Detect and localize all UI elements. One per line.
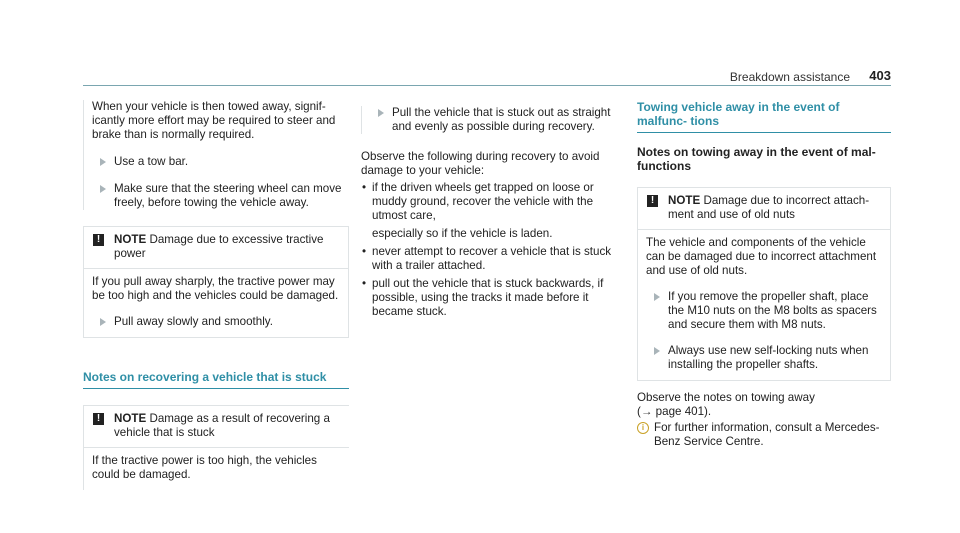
warning-icon: ! <box>93 413 104 425</box>
page-reference-link[interactable]: (→ page 401). <box>637 405 712 418</box>
note-box <box>83 405 349 490</box>
note-label: NOTE <box>114 412 147 425</box>
note-text: If the tractive power is too high, the vehicles could be damaged. <box>92 454 317 481</box>
bullet-list <box>361 181 615 319</box>
note-box <box>83 226 349 338</box>
info-text: For further information, consult a Mercedes- Benz Service Centre. <box>654 421 880 448</box>
intro-block <box>83 100 349 210</box>
warning-icon: ! <box>93 234 104 246</box>
step-text: Always use new self-locking nuts when installing the propeller shafts. <box>668 344 869 371</box>
list-item <box>361 277 615 319</box>
step-arrow-icon <box>378 109 384 117</box>
note-label: NOTE <box>668 194 701 207</box>
step-block <box>361 106 615 134</box>
note-title: Damage due to incorrect attach- ment and use of old nuts <box>668 194 870 221</box>
step-text: Pull the vehicle that is stuck out as straight and evenly as possible during recovery. <box>392 106 611 133</box>
step <box>646 290 882 332</box>
note-body <box>84 269 348 337</box>
observe-text: Observe the following during recovery to avoid damage to your vehicle: <box>361 150 600 177</box>
step <box>92 155 349 169</box>
note-label: NOTE <box>114 233 147 246</box>
step-arrow-icon <box>100 185 106 193</box>
step-text: Pull away slowly and smoothly. <box>114 315 273 328</box>
step-text: If you remove the propeller shaft, place the M10 nuts on the M8 bolts as spacers and secure them with M8 nuts. <box>668 290 877 331</box>
info-icon: i <box>637 422 649 434</box>
page-number: 403 <box>869 68 891 83</box>
header-rule <box>83 85 891 86</box>
intro-text: When your vehicle is then towed away, signif- icantly more effort may be required to steer and brake than is normally required. <box>92 100 336 141</box>
note-text: The vehicle and components of the vehicle can be damaged due to incorrect attachment and use of old nuts. <box>646 236 877 277</box>
section-heading: Notes on recovering a vehicle that is stuck <box>83 370 349 389</box>
step <box>370 106 615 134</box>
list-item-text: pull out the vehicle that is stuck backwards, if possible, using the tracks it made before it became stuck. <box>372 277 604 318</box>
column-2 <box>361 100 615 323</box>
step <box>646 344 882 372</box>
note-box <box>637 187 891 381</box>
list-item-extra: especially so if the vehicle is laden. <box>372 227 553 240</box>
step <box>92 315 340 329</box>
step-arrow-icon <box>654 347 660 355</box>
list-item <box>361 181 615 241</box>
column-3 <box>637 100 891 449</box>
running-header: Breakdown assistance <box>729 70 850 84</box>
step <box>92 182 349 210</box>
step-arrow-icon <box>100 158 106 166</box>
section-heading: Towing vehicle away in the event of malfunc- tions <box>637 100 891 133</box>
note-title: Damage due to excessive tractive power <box>114 233 324 260</box>
list-item-text: if the driven wheels get trapped on loose or muddy ground, recover the vehicle with the utmost care, <box>372 181 594 222</box>
step-arrow-icon <box>100 318 106 326</box>
observe-text: Observe the notes on towing away <box>637 391 815 404</box>
list-item <box>361 245 615 273</box>
step-text: Use a tow bar. <box>114 155 189 168</box>
note-body <box>84 448 349 490</box>
step-arrow-icon <box>654 293 660 301</box>
info-note <box>637 421 891 449</box>
note-header <box>84 406 349 448</box>
note-title: Damage as a result of recovering a vehicle that is stuck <box>114 412 330 439</box>
note-header <box>638 188 890 230</box>
note-header <box>84 227 348 269</box>
column-1 <box>83 100 349 490</box>
note-text: If you pull away sharply, the tractive power may be too high and the vehicles could be damaged. <box>92 275 339 302</box>
list-item-text: never attempt to recover a vehicle that is stuck with a trailer attached. <box>372 245 612 272</box>
sub-heading: Notes on towing away in the event of mal- functions <box>637 145 876 173</box>
step-text: Make sure that the steering wheel can move freely, before towing the vehicle away. <box>114 182 342 209</box>
note-body <box>638 230 890 380</box>
warning-icon: ! <box>647 195 658 207</box>
